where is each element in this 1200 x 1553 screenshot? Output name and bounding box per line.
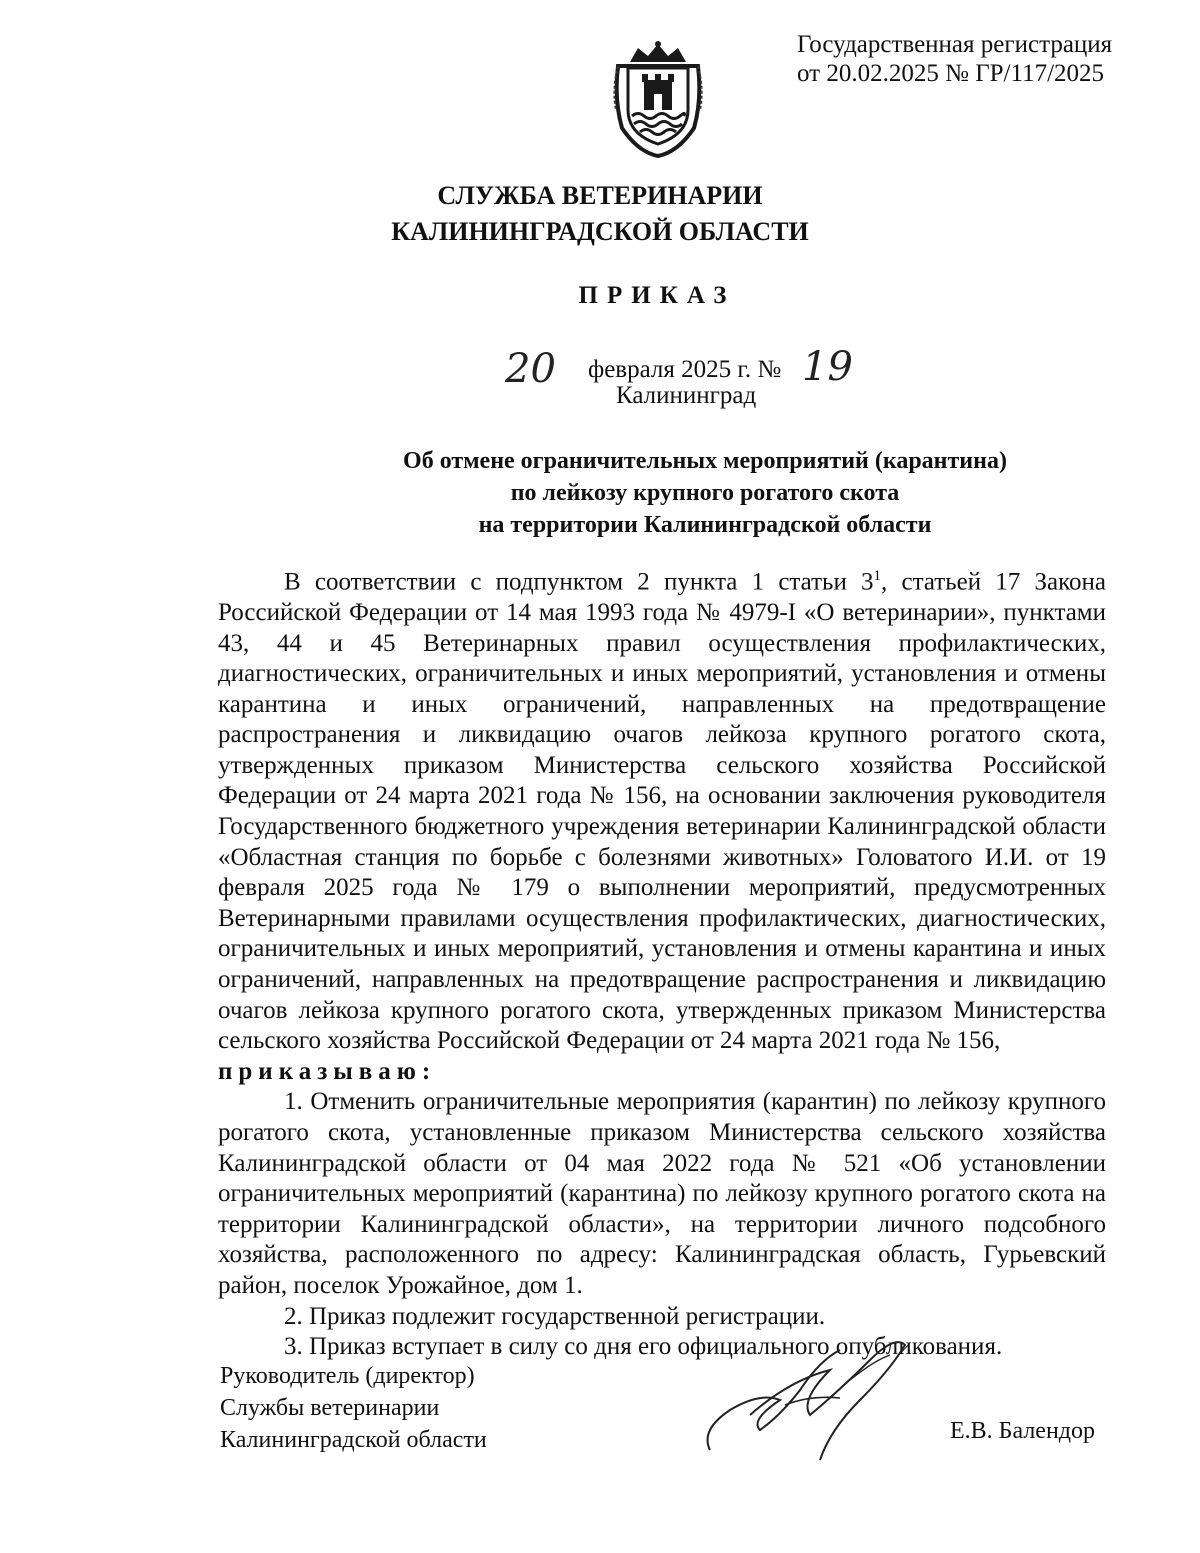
preamble-superscript: 1 (873, 568, 882, 584)
item-1: 1. Отменить ограничительные мероприятия (карантин) по лейкозу крупного рогатого скота, установленные приказом Министерства сельского хозяйства Калининградской области от 04 мая 2022 года № 521 «Об установлении ограничительных мероприятий (карантина) по лейкозу крупного рогатого скота на территории Калининградской области», на территории личного подсобного хозяйства, расположенного по адресу: Калининградская область, Гурьевский район, поселок Урожайное, дом 1. (218, 1088, 1106, 1299)
handwritten-number: 19 (802, 344, 853, 390)
organization-line-2: КАЛИНИНГРАДСКОЙ ОБЛАСТИ (391, 217, 809, 246)
city: Калининград (616, 382, 757, 409)
signatory-title-line-3: Калининградской области (220, 1427, 487, 1453)
signatory-title-line-2: Службы ветеринарии (220, 1395, 440, 1421)
date-text: февраля 2025 г. № (588, 356, 782, 383)
document-body (218, 561, 1106, 1363)
order-word-line (218, 1057, 1106, 1088)
subject-line-2: по лейкозу крупного рогатого скота (510, 480, 900, 506)
handwritten-day: 20 (505, 346, 556, 392)
subject-line-1: Об отмене ограничительных мероприятий (карантина) (403, 448, 1007, 474)
organization-name (0, 178, 1200, 250)
preamble-text-b: , статьей 17 Закона Российской Федерации от 14 мая 1993 года № 4979-I «О ветеринарии», пунктами 43, 44 и 45 Ветеринарных правил осуществления профилактических, диагностических, ограничительных и иных мероприятий, установления и отмены карантина и иных ограничений, направленных на предотвращение распространения и ликвидацию очагов лейкоза крупного рогатого скота, утвержденных приказом Министерства сельского хозяйства Российской Федерации от 24 марта 2021 года № 156, на основании заключения руководителя Государственного бюджетного учреждения ветеринарии Калининградской области «Областная станция по борьбе с болезнями животных» Головатого И.И. от 19 февраля 2025 года № 179 о выполнении мероприятий, предусмотренных Ветеринарными правилами осуществления профилактических, диагностических, ограничительных и иных мероприятий, установления и отмены карантина и иных ограничений, направленных на предотвращение распространения и ликвидацию очагов лейкоза крупного рогатого скота, утвержденных приказом Министерства сельского хозяйства Российской Федерации от 24 марта 2021 года № 156, (218, 568, 1106, 1055)
document-type: ПРИКАЗ (578, 282, 736, 309)
preamble-paragraph (218, 561, 1106, 1057)
registration-line-2: от 20.02.2025 № ГР/117/2025 (797, 60, 1105, 87)
document-subject (340, 445, 1070, 541)
order-word: приказываю: (218, 1057, 437, 1085)
subject-line-3: на территории Калининградской области (478, 512, 932, 538)
signatory-name: Е.В. Балендор (950, 1418, 1095, 1444)
registration-note (797, 30, 1177, 88)
preamble-text-a: В соответствии с подпунктом 2 пункта 1 статьи 3 (284, 568, 874, 596)
registration-line-1: Государственная регистрация (797, 31, 1113, 58)
coat-of-arms-icon (608, 40, 708, 158)
organization-line-1: СЛУЖБА ВЕТЕРИНАРИИ (437, 181, 763, 210)
item-3: 3. Приказ вступает в силу со дня его официального опубликования. (284, 1333, 1003, 1361)
handwritten-signature-icon (690, 1320, 930, 1470)
item-2: 2. Приказ подлежит государственной регистрации. (284, 1302, 826, 1330)
signatory-title (220, 1360, 487, 1456)
signatory-title-line-1: Руководитель (директор) (220, 1363, 475, 1389)
